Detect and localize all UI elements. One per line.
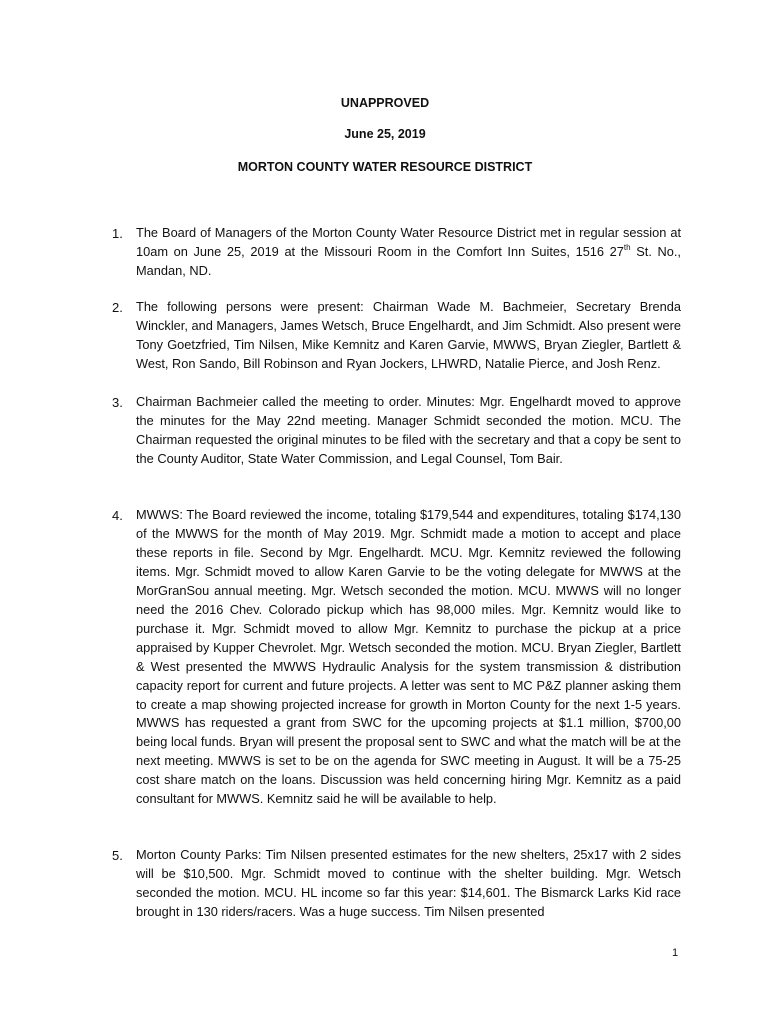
item-text: MWWS: The Board reviewed the income, totaling $179,544 and expenditures, totaling $174,130 of the MWWS for the month of May 2019. Mgr. Schmidt made a motion to accept and place these reports in file. Second by Mgr. Engelhardt. MCU. Mgr. Kemnitz reviewed the following items. Mgr. Schmidt moved to allow Karen Garvie to be the voting delegate for MWWS at the MorGranSou annual meeting. Mgr. Wetsch seconded the motion. MCU. MWWS will no longer need the 2016 Chev. Colorado pickup which has 98,000 miles. Mgr. Kemnitz would like to purchase it. Mgr. Schmidt moved to allow Mgr. Kemnitz to purchase the pickup at a price appraised by Kupper Chevrolet. Mgr. Wetsch seconded the motion. MCU. Bryan Ziegler, Bartlett & West presented the MWWS Hydraulic Analysis for the system transmission & distribution capacity report for current and future projects. A letter was sent to MC P&Z planner asking them to create a map showing projected increase for growth in Morton County for the next 1-5 years. MWWS has requested a grant from SWC for the upcoming projects at $1.1 million, $700,00 being local funds. Bryan will present the proposal sent to SWC and what the match will be at the next meeting. MWWS is set to be on the agenda for SWC meeting in August. It will be a 75-25 cost share match on the loans. Discussion was held concerning hiring Mgr. Kemnitz as a paid consultant for MWWS. Kemnitz said he will be available to help.: [136, 507, 681, 807]
page-number: 1: [672, 947, 679, 959]
item-number: 3.: [112, 395, 123, 410]
item-text: The following persons were present: Chairman Wade M. Bachmeier, Secretary Brenda Winckler, and Managers, James Wetsch, Bruce Engelhardt, and Jim Schmidt. Also present were Tony Goetzfried, Tim Nilsen, Mike Kemnitz and Karen Garvie, MWWS, Bryan Ziegler, Bartlett & West, Ron Sando, Bill Robinson and Ryan Jockers, LHWRD, Natalie Pierce, and Josh Renz.: [136, 299, 681, 371]
item-text: Morton County Parks: Tim Nilsen presented estimates for the new shelters, 25x17 with 2 sides will be $10,500. Mgr. Schmidt moved to continue with the shelter building. Mgr. Wetsch seconded the motion. MCU. HL income so far this year: $14,601. The Bismarck Larks Kid race brought in 130 riders/racers. Was a huge success. Tim Nilsen presented: [136, 847, 681, 919]
document-title: MORTON COUNTY WATER RESOURCE DISTRICT: [237, 160, 533, 174]
approval-status: UNAPPROVED: [340, 96, 430, 110]
item-number: 4.: [112, 508, 123, 523]
item-text: The Board of Managers of the Morton County Water Resource District met in regular session at 10am on June 25, 2019 at the Missouri Room in the Comfort Inn Suites, 1516 27th St. No., Mandan, ND.: [136, 225, 681, 278]
item-number: 5.: [112, 848, 123, 863]
item-number: 1.: [112, 226, 123, 241]
item-number: 2.: [112, 300, 123, 315]
meeting-date: June 25, 2019: [344, 127, 426, 141]
item-text: Chairman Bachmeier called the meeting to order. Minutes: Mgr. Engelhardt moved to approve the minutes for the May 22nd meeting. Manager Schmidt seconded the motion. MCU. The Chairman requested the original minutes to be filed with the secretary and that a copy be sent to the County Auditor, State Water Commission, and Legal Counsel, Tom Bair.: [136, 394, 681, 466]
